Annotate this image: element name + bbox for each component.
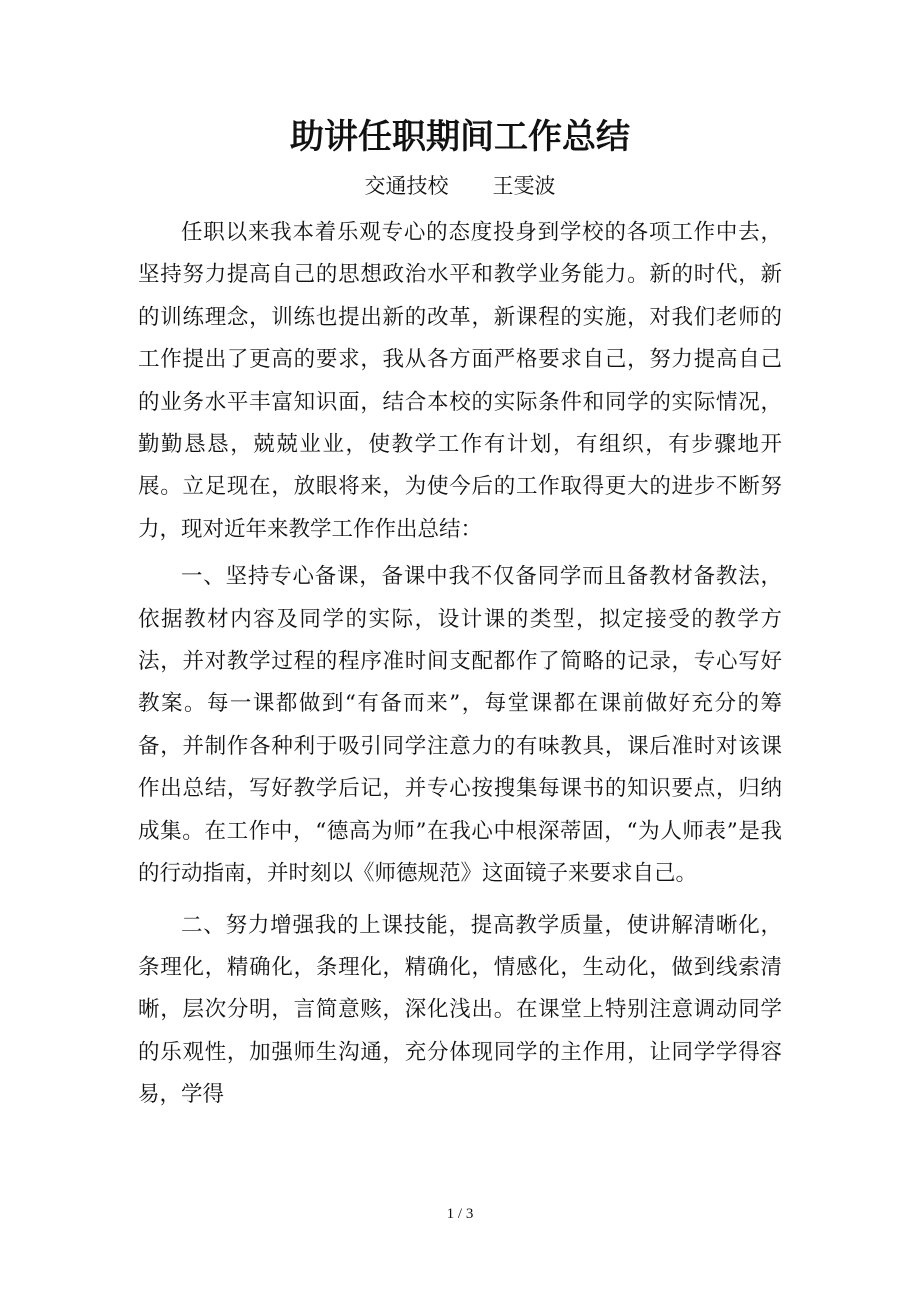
school-name: 交通技校 <box>364 174 449 198</box>
page-number: 1 / 3 <box>446 1206 474 1222</box>
paragraph-section-1: 一、坚持专心备课，备课中我不仅备同学而且备教材备教法，依据教材内容及同学的实际，设计课的类型，拟定接受的教学方法，并对教学过程的程序准时间支配都作了简略的记录，专心写好教案。每一课都做到“有备而来”，每堂课都在课前做好充分的筹备，并制作各种利于吸引同学注意力的有味教具，课后准时对该课作出总结，写好教学后记，并专心按搜集每课书的知识要点，归纳成集。在工作中，“德高为师”在我心中根深蒂固，“为人师表”是我的行动指南，并时刻以《师德规范》这面镜子来要求自己。 <box>138 564 782 887</box>
byline <box>0 170 920 202</box>
author-name: 王雯波 <box>492 174 556 198</box>
document-body <box>138 212 782 1117</box>
paragraph-section-2: 二、努力增强我的上课技能，提高教学质量，使讲解清晰化，条理化，精确化，条理化，精确化，情感化，生动化，做到线索清晰，层次分明，言简意赅，深化浅出。在课堂上特别注意调动同学的乐观性，加强师生沟通，充分体现同学的主作用，让同学学得容易，学得 <box>138 912 782 1108</box>
document-title: 助讲任职期间工作总结 <box>290 117 630 157</box>
paragraph-intro: 任职以来我本着乐观专心的态度投身到学校的各项工作中去，坚持努力提高自己的思想政治水平和教学业务能力。新的时代，新的训练理念，训练也提出新的改革，新课程的实施，对我们老师的工作提出了更高的要求，我从各方面严格要求自己，努力提高自己的业务水平丰富知识面，结合本校的实际条件和同学的实际情况，勤勤恳恳，兢兢业业，使教学工作有计划，有组织，有步骤地开展。立足现在，放眼将来，为使今后的工作取得更大的进步不断努力，现对近年来教学工作作出总结： <box>138 220 782 542</box>
